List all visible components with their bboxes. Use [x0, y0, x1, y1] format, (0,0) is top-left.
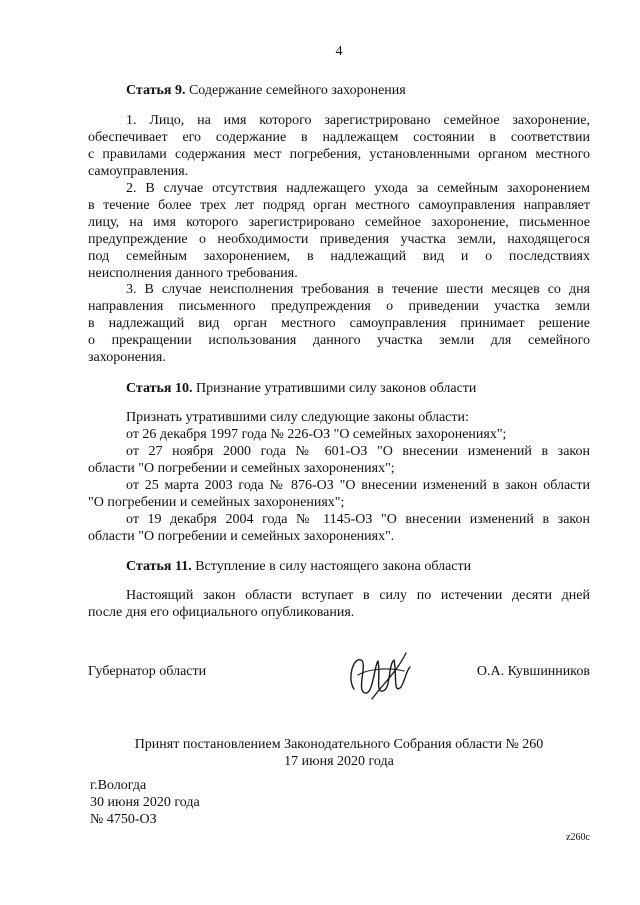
article-9-paragraph-2	[88, 180, 590, 282]
text-line: 1. Лицо, на имя которого зарегистрировано семейное захоронение,	[126, 113, 590, 128]
text-line: после дня его официального опубликования.	[88, 605, 355, 620]
page-number: 4	[335, 44, 343, 59]
text-line: предупреждение о необходимости приведения участка земли, находящегося	[88, 232, 590, 247]
text-line: о прекращении использования данного участка земли для семейного	[88, 333, 590, 348]
article-9-paragraph-1	[88, 112, 590, 180]
article-11-heading	[88, 558, 590, 575]
signature	[344, 645, 416, 707]
text-line: самоуправления.	[88, 164, 189, 179]
text-line: с правилами содержания мест погребения, установленными органом местного	[88, 147, 590, 162]
repealed-law-item-cont: области "О погребении и семейных захоронениях";	[88, 461, 395, 476]
signing-date: 30 июня 2020 года	[90, 795, 200, 810]
place-date-number	[90, 777, 200, 828]
law-number: № 4750-ОЗ	[90, 812, 157, 827]
text-line: лицу, на имя которого зарегистрировано семейное захоронение, письменное	[88, 215, 590, 230]
signatory-position: Губернатор области	[88, 664, 207, 679]
article-9-paragraph-3	[88, 281, 590, 366]
article-10-label: Статья 10.	[126, 381, 193, 396]
repealed-law-item-cont: "О погребении и семейных захоронениях";	[88, 495, 345, 510]
repealed-law-item: от 25 марта 2003 года № 876-ОЗ "О внесении изменений в закон области	[126, 478, 590, 493]
text-line: захоронения.	[88, 350, 166, 365]
article-10-title: Признание утратившими силу законов области	[195, 381, 477, 396]
repealed-law-item-cont: области "О погребении и семейных захоронениях".	[88, 529, 395, 544]
text-line: в надлежащий вид орган местного самоуправления принимает решение	[88, 316, 590, 331]
repealed-law-item: от 26 декабря 1997 года № 226-ОЗ "О семейных захоронениях";	[126, 427, 507, 442]
text-line: в течение более трех лет подряд орган местного самоуправления направляет	[88, 198, 590, 213]
text-line: неисполнения данного требования.	[88, 266, 298, 281]
article-11-title: Вступление в силу настоящего закона области	[195, 559, 472, 574]
text-line: направления письменного предупреждения о приведении участка земли	[88, 299, 590, 314]
article-11-label: Статья 11.	[126, 559, 192, 574]
article-9-heading	[88, 82, 590, 99]
document-code: z260c	[566, 832, 590, 843]
article-10-heading	[88, 380, 590, 397]
repealed-law-item: от 27 ноября 2000 года № 601-ОЗ "О внесении изменений в закон	[126, 444, 590, 459]
text-line: 3. В случае неисполнения требования в течение шести месяцев со дня	[126, 282, 590, 297]
adoption-line: Принят постановлением Законодательного Собрания области № 260	[134, 737, 544, 752]
city: г.Вологда	[90, 778, 147, 793]
adoption-note	[88, 736, 590, 770]
text-line: Настоящий закон области вступает в силу по истечении десяти дней	[126, 588, 590, 603]
article-9-title: Содержание семейного захоронения	[188, 83, 406, 98]
signature-row	[88, 663, 590, 680]
article-9-label: Статья 9.	[126, 83, 186, 98]
adoption-date: 17 июня 2020 года	[284, 754, 394, 769]
article-10-body	[88, 409, 590, 545]
text-line: 2. В случае отсутствия надлежащего ухода за семейным захоронением	[126, 181, 590, 196]
article-10-intro: Признать утратившими силу следующие законы области:	[126, 410, 469, 425]
text-line: под семейным захоронением, в надлежащий вид и о последствиях	[88, 249, 590, 264]
signatory-name: О.А. Кувшинников	[476, 664, 590, 679]
article-11-body	[88, 587, 590, 621]
text-line: обеспечивает его содержание в надлежащем состоянии в соответствии	[88, 130, 590, 145]
repealed-law-item: от 19 декабря 2004 года № 1145-ОЗ "О внесении изменений в закон	[126, 512, 590, 527]
